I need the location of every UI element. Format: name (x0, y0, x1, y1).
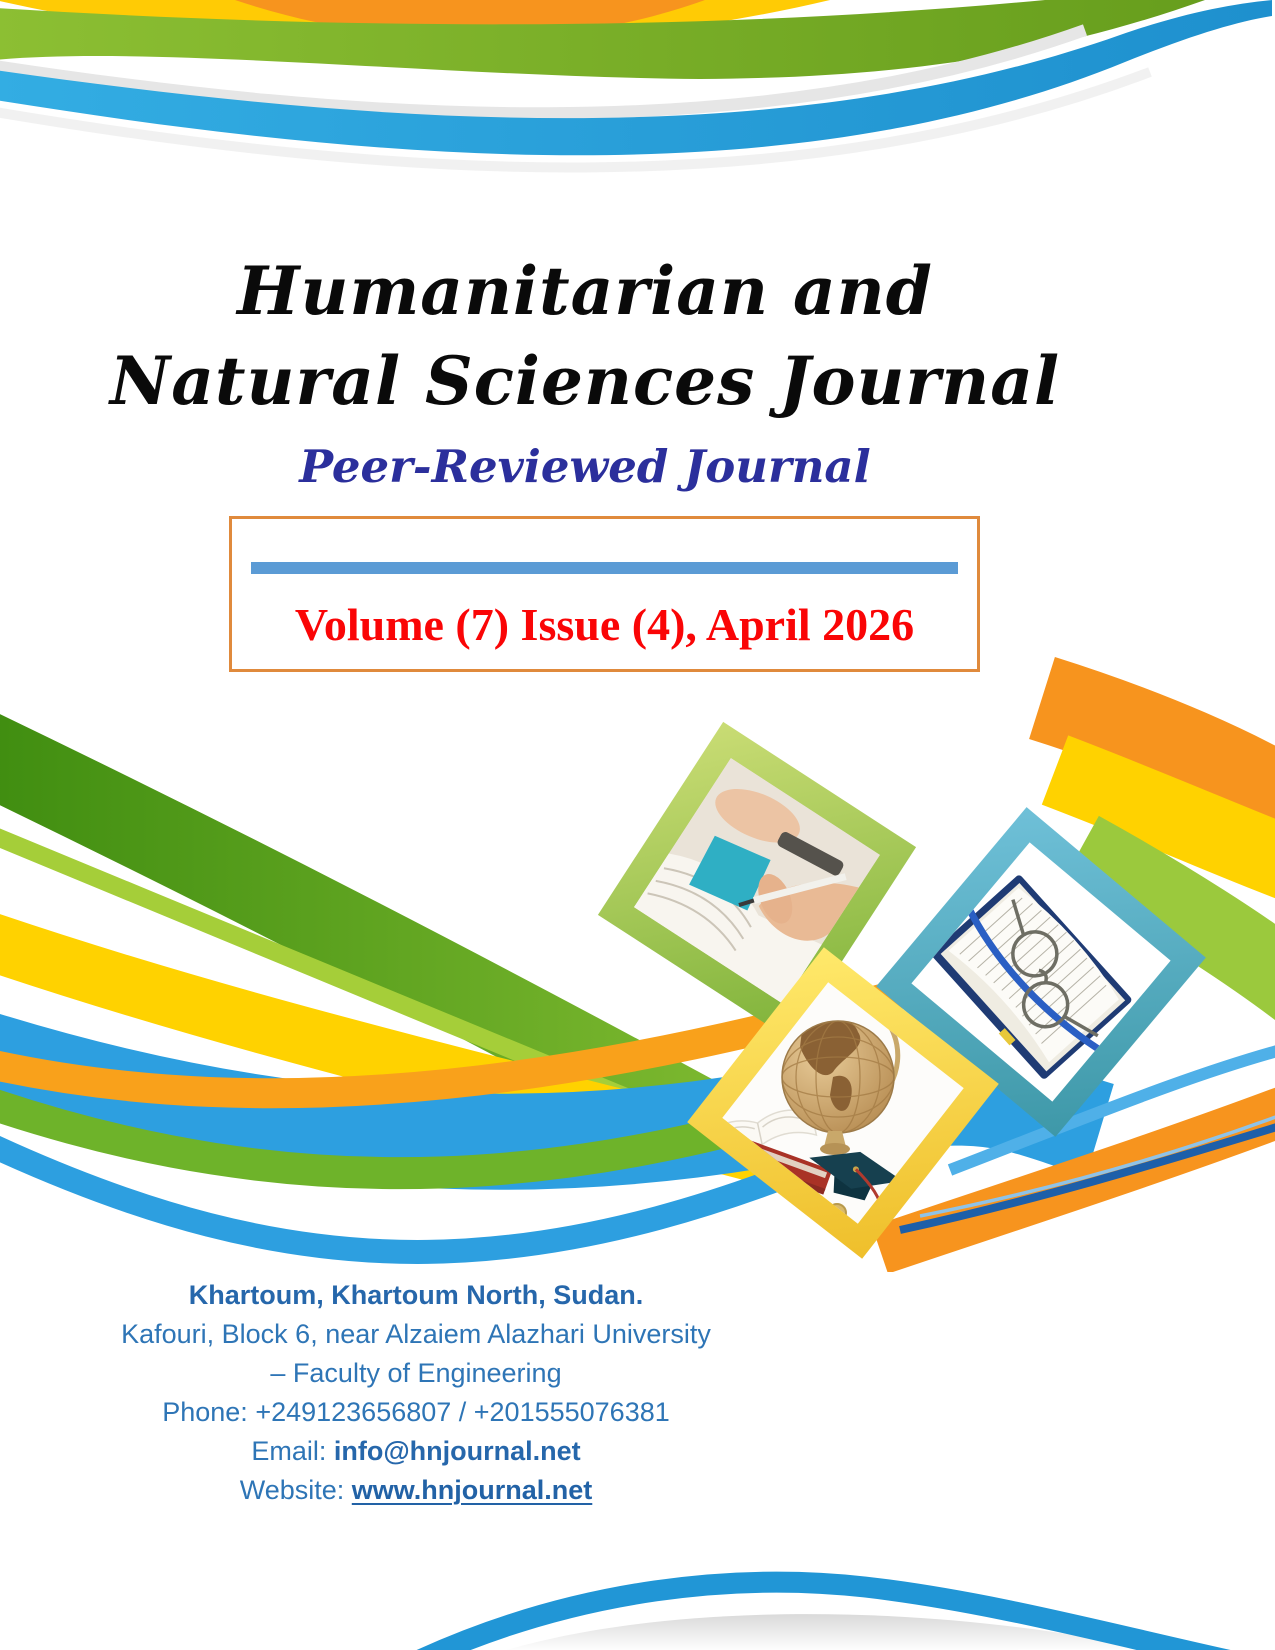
email-address: info@hnjournal.net (333, 1436, 581, 1466)
contact-website (0, 1471, 832, 1510)
journal-subtitle: Peer-Reviewed Journal (299, 440, 871, 493)
issue-box (229, 516, 980, 672)
email-label: Email: (251, 1436, 334, 1466)
issue-text: Volume (7) Issue (4), April 2026 (294, 599, 915, 650)
journal-title-line1: Humanitarian and (237, 252, 933, 330)
globe-base (820, 1143, 850, 1155)
website-link[interactable]: www.hnjournal.net (351, 1475, 593, 1505)
contact-address-line3: – Faculty of Engineering (270, 1358, 562, 1388)
phone-numbers: +249123656807 / +201555076381 (255, 1397, 670, 1427)
contact-block (0, 1276, 832, 1510)
middle-decoration (0, 650, 1275, 1272)
bottom-wave-decoration (0, 1545, 1275, 1650)
contact-address-main: Khartoum, Khartoum North, Sudan. (188, 1280, 644, 1310)
website-label: Website: (239, 1475, 352, 1505)
top-wave-decoration (0, 0, 1275, 240)
contact-address-line2: Kafouri, Block 6, near Alzaiem Alazhari University (121, 1319, 711, 1349)
masthead (0, 246, 1170, 496)
issue-box-rule (251, 562, 958, 574)
journal-title-line2: Natural Sciences Journal (109, 342, 1061, 420)
phone-label: Phone: (162, 1397, 256, 1427)
contact-email (0, 1432, 832, 1471)
contact-phone (0, 1393, 832, 1432)
